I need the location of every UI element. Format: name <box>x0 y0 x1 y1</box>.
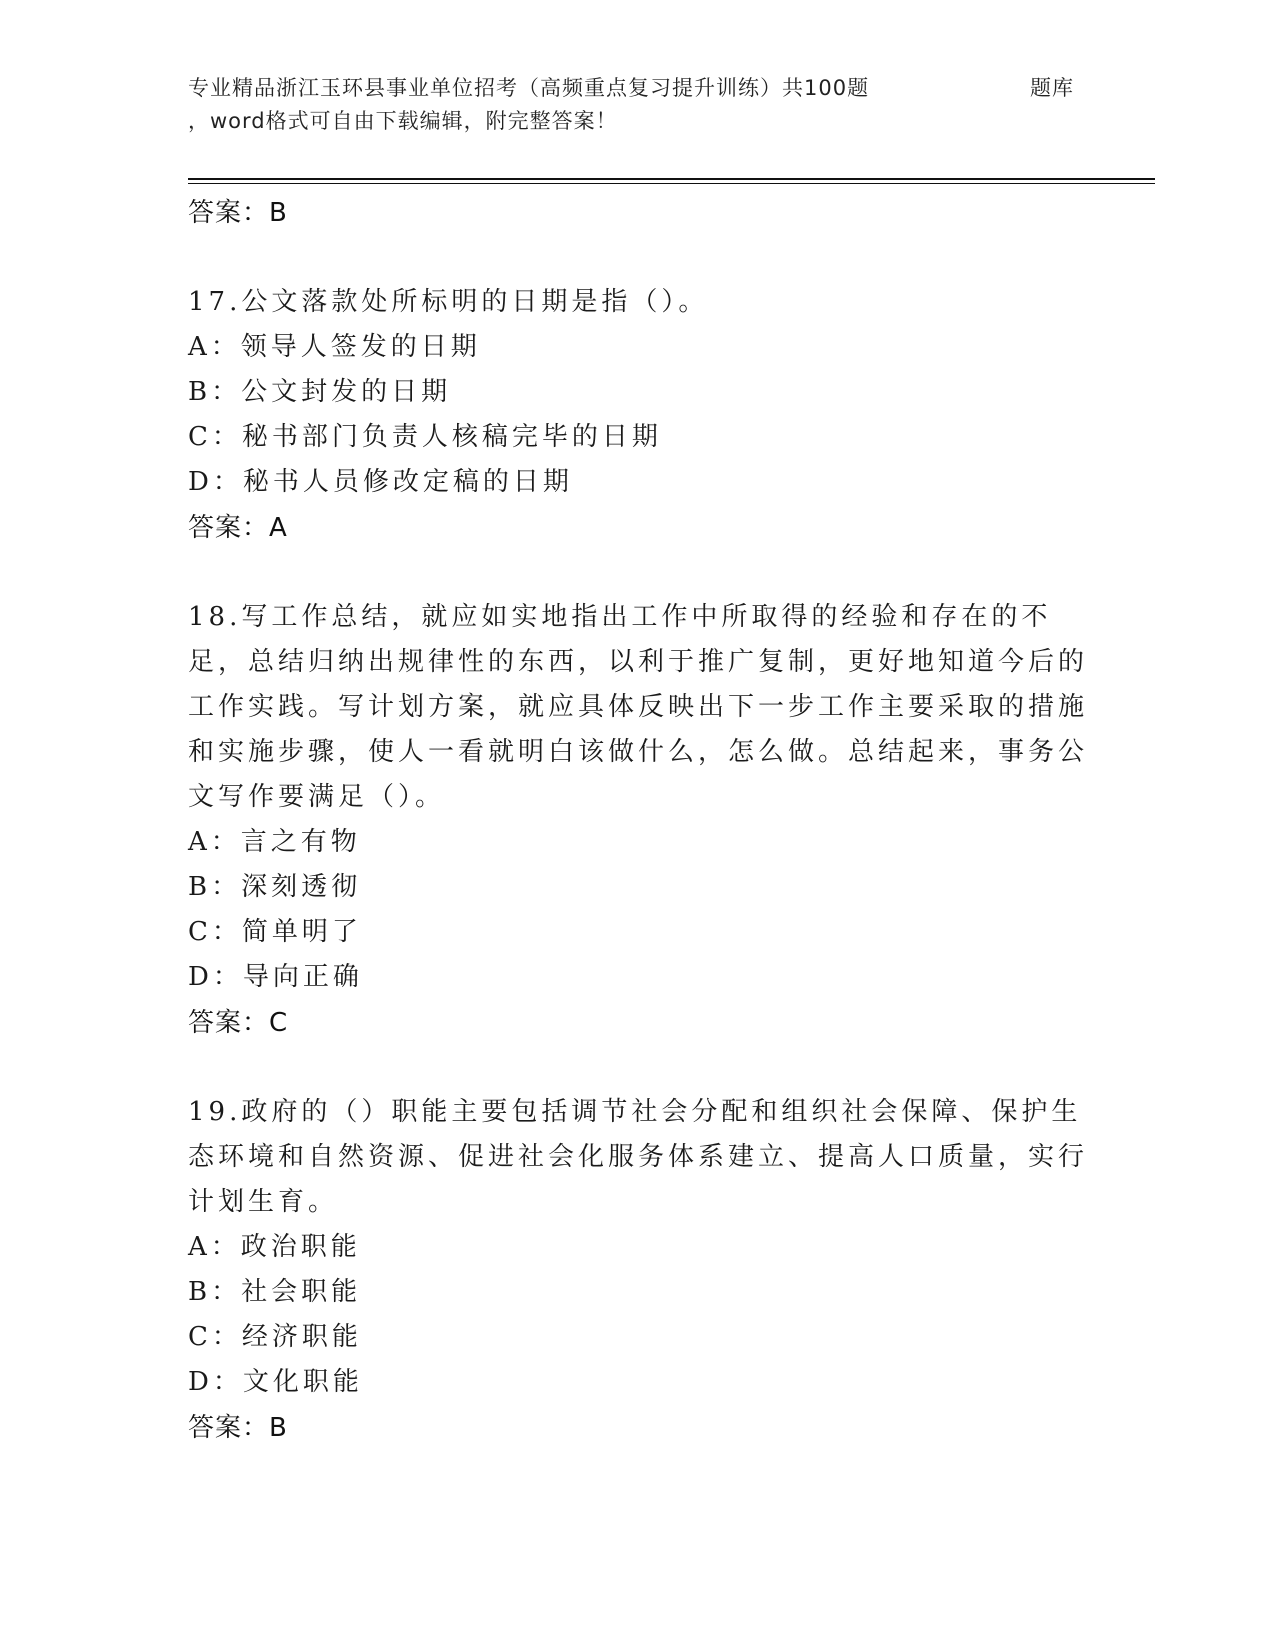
page-header <box>188 72 1088 138</box>
previous-answer: 答案：B <box>188 198 288 228</box>
option-a: A：领导人签发的日期 <box>188 332 481 362</box>
option-c: C：经济职能 <box>188 1322 362 1352</box>
answer-line: 答案：A <box>188 513 288 543</box>
answer-line: 答案：B <box>188 1413 288 1443</box>
option-b: B：社会职能 <box>188 1277 362 1307</box>
header-title-line <box>188 72 1088 105</box>
option-d: D：导向正确 <box>188 962 363 992</box>
header-title: 专业精品浙江玉环县事业单位招考（高频重点复习提升训练）共100题 <box>188 76 870 100</box>
header-subtitle: ，word格式可自由下载编辑，附完整答案！ <box>188 109 618 133</box>
question-18 <box>188 595 1088 1046</box>
option-c: C：简单明了 <box>188 917 362 947</box>
option-c: C：秘书部门负责人核稿完毕的日期 <box>188 422 662 452</box>
option-d: D：秘书人员修改定稿的日期 <box>188 467 573 497</box>
question-stem: 19.政府的（）职能主要包括调节社会分配和组织社会保障、保护生态环境和自然资源、促进社会化服务体系建立、提高人口质量，实行计划生育。 <box>188 1097 1089 1217</box>
question-17 <box>188 280 1088 551</box>
question-stem: 18.写工作总结，就应如实地指出工作中所取得的经验和存在的不足，总结归纳出规律性的东西，以利于推广复制，更好地知道今后的工作实践。写计划方案，就应具体反映出下一步工作主要采取的措施和实施步骤，使人一看就明白该做什么，怎么做。总结起来，事务公文写作要满足（）。 <box>188 602 1089 812</box>
option-d: D：文化职能 <box>188 1367 363 1397</box>
option-a: A：言之有物 <box>188 827 361 857</box>
option-b: B：公文封发的日期 <box>188 377 452 407</box>
option-a: A：政治职能 <box>188 1232 361 1262</box>
question-list <box>188 186 1088 1451</box>
header-divider-thin <box>188 183 1155 184</box>
header-tag: 题库 <box>1030 76 1074 100</box>
answer-line: 答案：C <box>188 1008 289 1038</box>
question-19 <box>188 1090 1088 1451</box>
option-b: B：深刻透彻 <box>188 872 362 902</box>
question-stem: 17.公文落款处所标明的日期是指（）。 <box>188 287 709 317</box>
header-divider-thick <box>188 178 1155 180</box>
